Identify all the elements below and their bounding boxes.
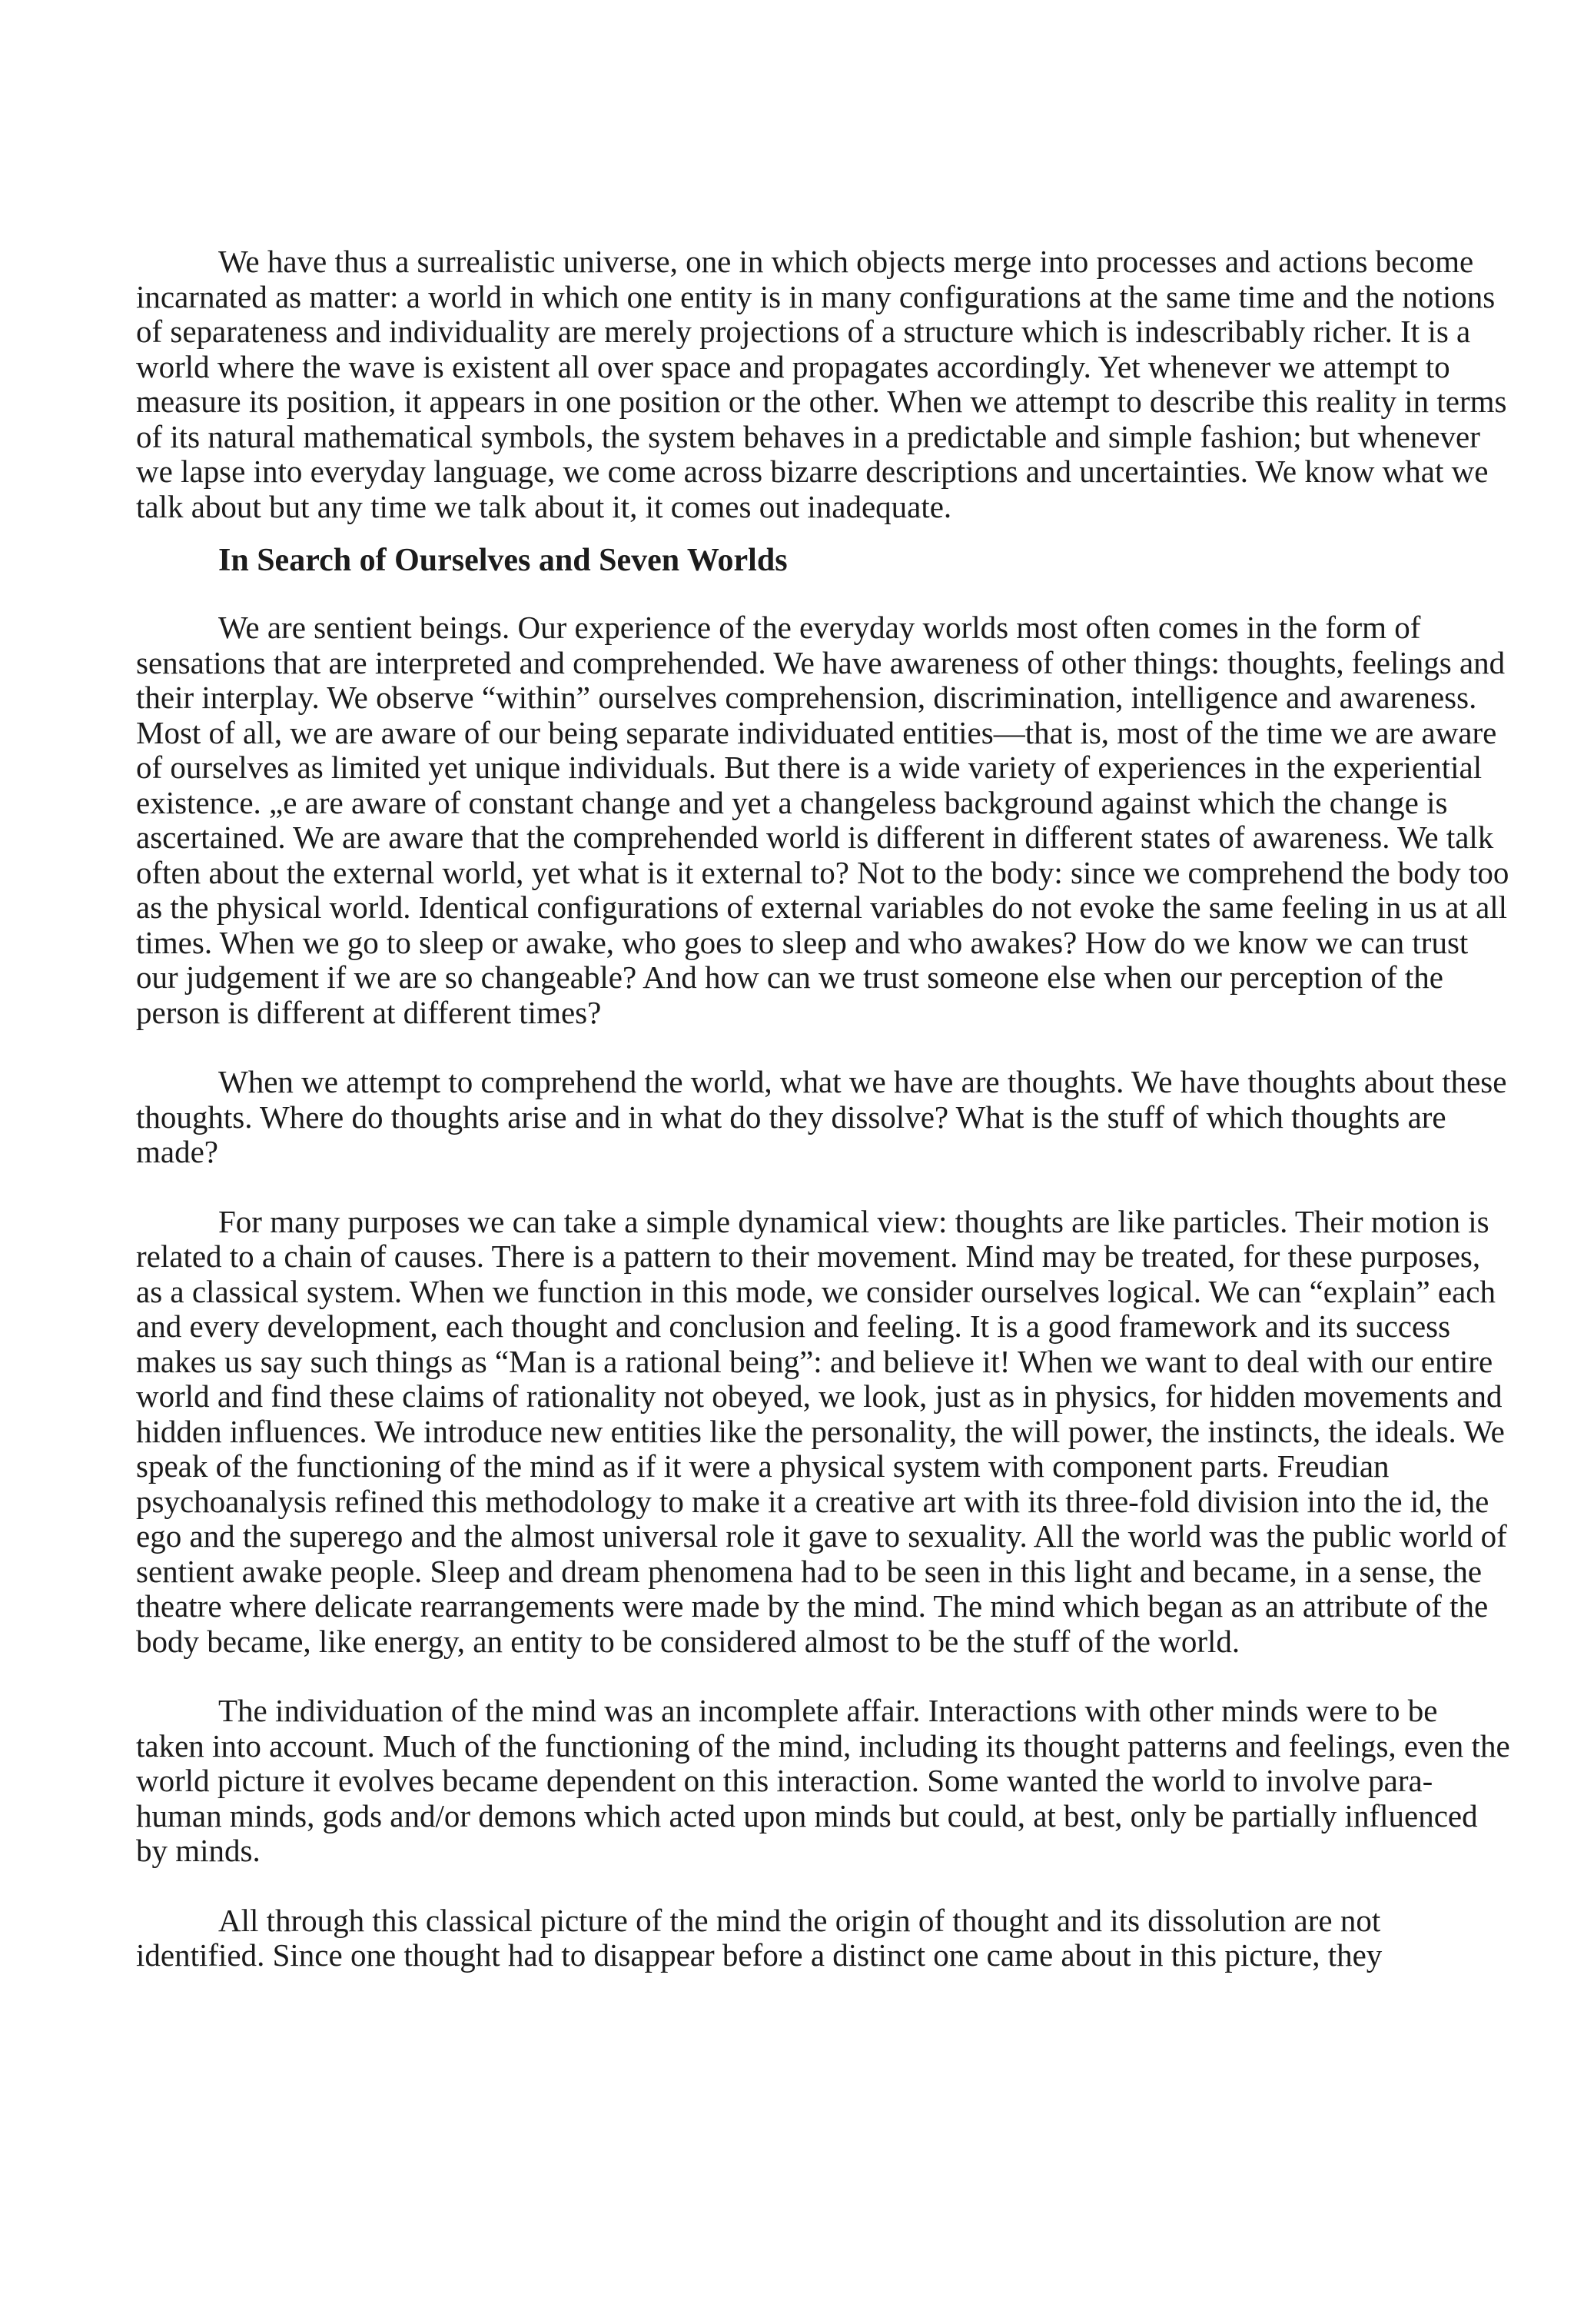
paragraph-thoughts: When we attempt to comprehend the world, what we have are thoughts. We have thoughts about these thoughts. Where do thoughts arise and in what do they dissolve? What is the stuff of which thoughts are made? xyxy=(136,1064,1507,1169)
document-page xyxy=(136,244,1512,1973)
paragraph-sentient-beings: We are sentient beings. Our experience of the everyday worlds most often comes in the form of sensations that are interpreted and comprehended. We have awareness of other things: thoughts, feelings and their interplay. We observe “within” ourselves comprehension, discrimination, intelligence and awareness. Most of all, we are aware of our being separate individuated entities—that is, most of the time we are aware of ourselves as limited yet unique individuals. But there is a wide variety of experiences in the experiential existence. „e are aware of constant change and yet a changeless background against which the change is ascertained. We are aware that the comprehended world is different in different states of awareness. We talk often about the external world, yet what is it external to? Not to the body: since we comprehend the body too as the physical world. Identical configurations of external variables do not evoke the same feeling in us at all times. When we go to sleep or awake, who goes to sleep and who awakes? How do we know we can trust our judgement if we are so changeable? And how can we trust someone else when our perception of the person is different at different times? xyxy=(136,610,1509,1030)
paragraph-classical-picture: All through this classical picture of the mind the origin of thought and its dissolution are not identified. Since one thought had to disappear before a distinct one came about in this picture, they xyxy=(136,1902,1383,1973)
section-heading: In Search of Ourselves and Seven Worlds xyxy=(218,543,788,578)
paragraph-dynamical-view: For many purposes we can take a simple dynamical view: thoughts are like particles. Their motion is related to a chain of causes. There is a pattern to their movement. Mind may be treated, for these purposes, as a classical system. When we function in this mode, we consider ourselves logical. We can “explain” each and every development, each thought and conclusion and feeling. It is a good framework and its success makes us say such things as “Man is a rational being”: and believe it! When we want to deal with our entire world and find these claims of rationality not obeyed, we look, just as in physics, for hidden movements and hidden influences. We introduce new entities like the personality, the will power, the instincts, the ideals. We speak of the functioning of the mind as if it were a physical system with component parts. Freudian psychoanalysis refined this methodology to make it a creative art with its three-fold division into the id, the ego and the superego and the almost universal role it gave to sexuality. All the world was the public world of sentient awake people. Sleep and dream phenomena had to be seen in this light and became, in a sense, the theatre where delicate rearrangements were made by the mind. The mind which began as an attribute of the body became, like energy, an entity to be considered almost to be the stuff of the world. xyxy=(136,1203,1507,1659)
paragraph-individuation: The individuation of the mind was an incomplete affair. Interactions with other minds were to be taken into account. Much of the functioning of the mind, including its thought patterns and feelings, even the world picture it evolves became dependent on this interaction. Some wanted the world to involve para-human minds, gods and/or demons which acted upon minds but could, at best, only be partially influenced by minds. xyxy=(136,1693,1510,1868)
paragraph-surrealistic-universe: We have thus a surrealistic universe, one in which objects merge into processes and actions become incarnated as matter: a world in which one entity is in many configurations at the same time and the notions of separateness and individuality are merely projections of a structure which is indescribably richer. It is a world where the wave is existent all over space and propagates accordingly. Yet whenever we attempt to measure its position, it appears in one position or the other. When we attempt to describe this reality in terms of its natural mathematical symbols, the system behaves in a predictable and simple fashion; but whenever we lapse into everyday language, we come across bizarre descriptions and uncertainties. We know what we talk about but any time we talk about it, it comes out inadequate. xyxy=(136,244,1507,524)
